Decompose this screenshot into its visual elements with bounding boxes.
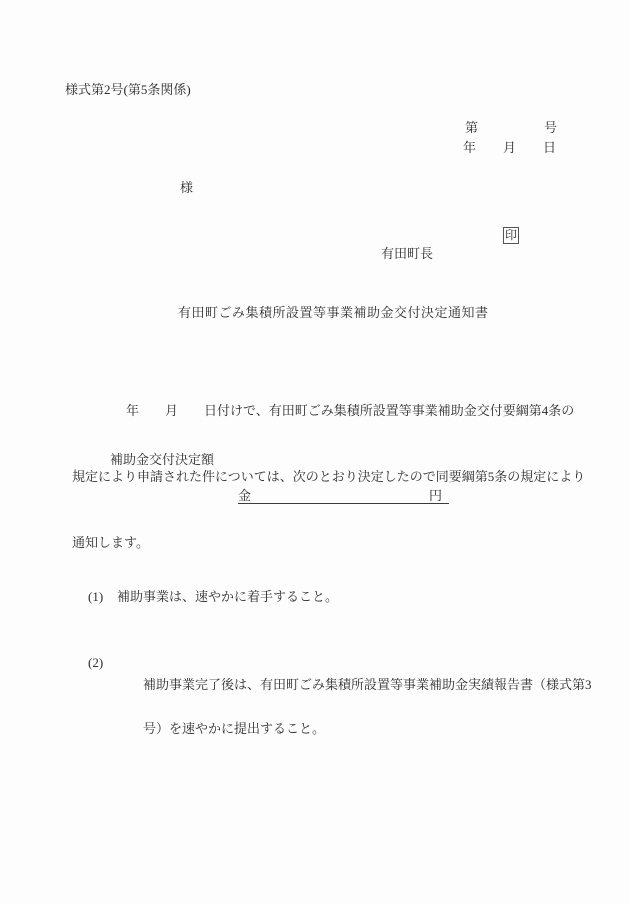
date-year-label: 年 [463, 140, 477, 155]
condition-text [117, 652, 592, 762]
seal-mark: 印 [504, 228, 517, 242]
conditions-list [88, 542, 592, 806]
body-line: 規定により申請された件については、次のとおり決定したので同要綱第5条の規定により [72, 469, 586, 484]
amount-heading: 補助金交付決定額 [110, 452, 215, 467]
document-title: 有田町ごみ集積所設置等事業補助金交付決定通知書 [178, 305, 489, 320]
doc-number-prefix: 第 [465, 120, 479, 135]
body-line: 通知します。 [72, 535, 149, 550]
addressee-honorific: 様 [180, 180, 194, 195]
document-number-line [465, 117, 557, 136]
condition-text-line: 号）を速やかに提出すること。 [143, 721, 326, 736]
amount-currency-prefix: 金 [238, 488, 252, 503]
body-line: 年 月 日付けで、有田町ごみ集積所設置等事業補助金交付要綱第4条の [126, 403, 575, 418]
condition-item [88, 586, 592, 608]
date-day-label: 日 [542, 140, 556, 155]
amount-fill-line [238, 488, 449, 504]
date-month-label: 月 [502, 140, 516, 155]
condition-item [88, 652, 592, 762]
condition-number: (2) [88, 655, 104, 670]
condition-number: (1) [88, 589, 104, 604]
amount-currency-suffix: 円 [428, 488, 442, 503]
sender-line [368, 227, 520, 294]
doc-number-suffix: 号 [543, 120, 557, 135]
sender-name: 有田町長 [381, 246, 434, 261]
condition-text-line: 補助事業完了後は、有田町ごみ集積所設置等事業補助金実績報告書（様式第3 [143, 677, 592, 692]
form-number-label: 様式第2号(第5条関係) [65, 82, 191, 97]
condition-text: 補助事業は、速やかに着手すること。 [117, 589, 339, 604]
date-line [463, 137, 556, 156]
